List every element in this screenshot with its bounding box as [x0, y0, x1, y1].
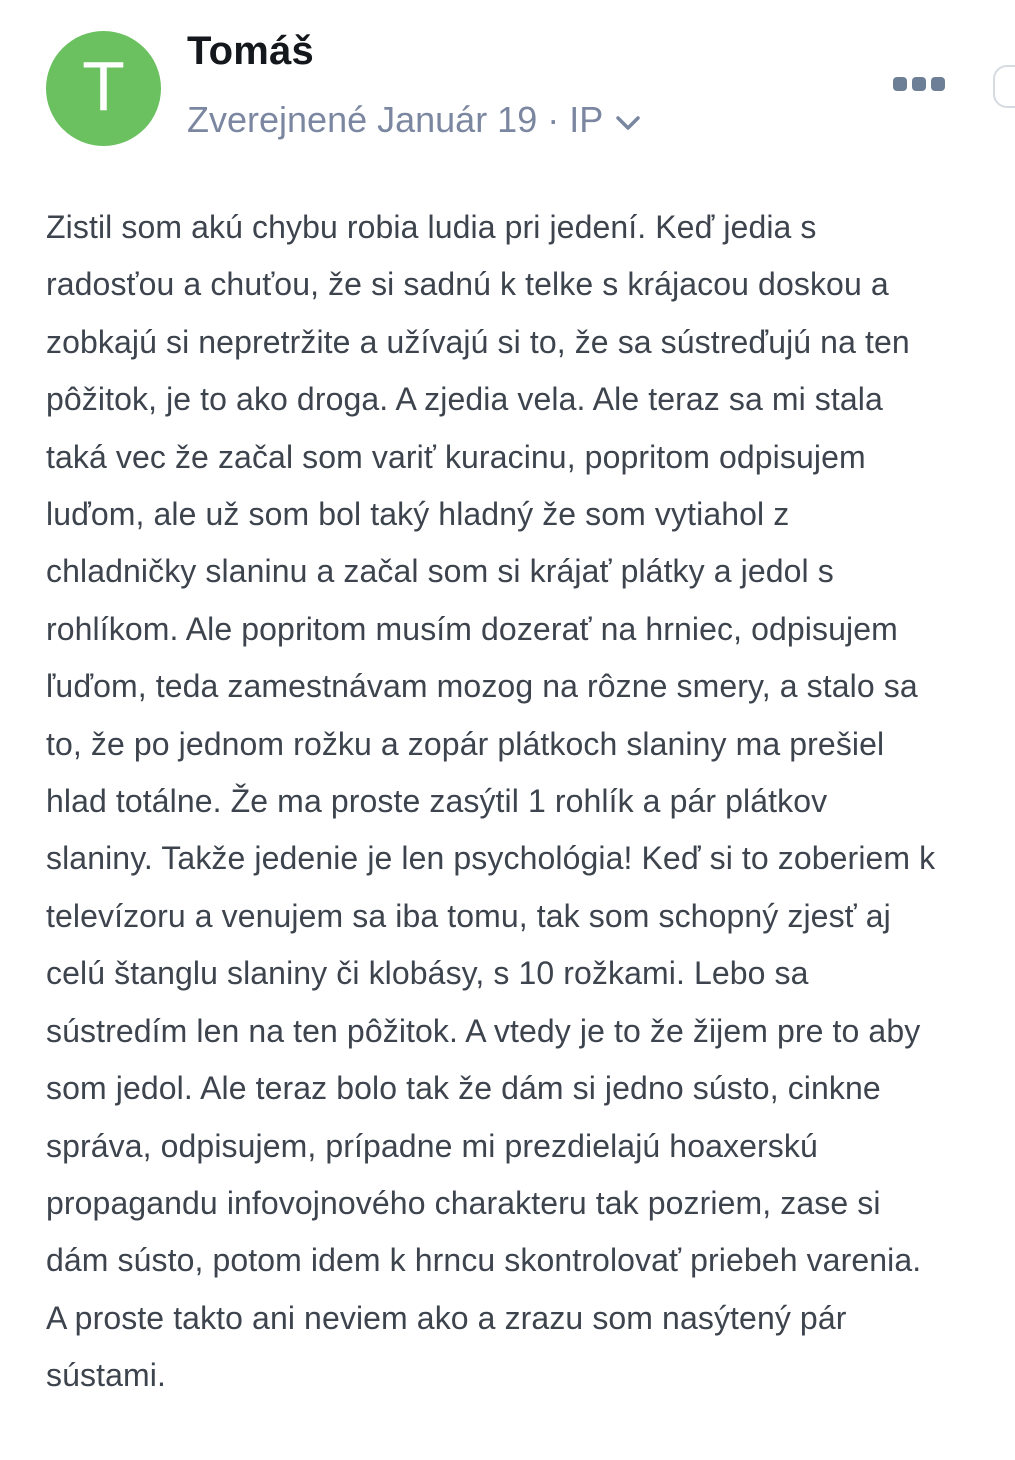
- post-line: sústami.: [46, 1357, 166, 1394]
- post-body: [46, 199, 935, 1405]
- post-line: A proste takto ani neviem ako a zrazu som nasýtený pár: [46, 1299, 847, 1336]
- more-options-icon[interactable]: [893, 77, 945, 91]
- post-line: to, že po jednom rožku a zopár plátkoch slaniny ma prešiel: [46, 725, 885, 762]
- dot: [912, 77, 926, 91]
- header-action-button[interactable]: [993, 65, 1015, 108]
- avatar[interactable]: [46, 31, 161, 146]
- post-line: celú štanglu slaniny či klobásy, s 10 rožkami. Lebo sa: [46, 955, 809, 992]
- post-line: hlad totálne. Že ma proste zasýtil 1 rohlík a pár plátkov: [46, 783, 828, 820]
- post-line: chladničky slaninu a začal som si krájať plátky a jedol s: [46, 553, 834, 590]
- post-line: správa, odpisujem, prípadne mi prezdielajú hoaxerskú: [46, 1127, 818, 1164]
- post-line: slaniny. Takže jedenie je len psychológia! Keď si to zoberiem k: [46, 840, 936, 877]
- post-meta-text: Zverejnené Január 19 · IP: [187, 99, 604, 140]
- post-line: som jedol. Ale teraz bolo tak že dám si jedno sústo, cinkne: [46, 1070, 881, 1107]
- post-line: dám sústo, potom idem k hrncu skontrolovať priebeh varenia.: [46, 1242, 922, 1279]
- post-line: ľuďom, teda zamestnávam mozog na rôzne smery, a stalo sa: [46, 668, 918, 705]
- avatar-initial: T: [82, 46, 125, 125]
- post-line: taká vec že začal som variť kuracinu, popritom odpisujem: [46, 438, 866, 475]
- post-line: pôžitok, je to ako droga. A zjedia vela. Ale teraz sa mi stala: [46, 381, 883, 418]
- post-line: luďom, ale už som bol taký hladný že som vytiahol z: [46, 496, 790, 533]
- post-line: radosťou a chuťou, že si sadnú k telke s krájacou doskou a: [46, 266, 889, 303]
- post-meta[interactable]: [187, 99, 641, 140]
- dot: [931, 77, 945, 91]
- post-line: televízoru a venujem sa iba tomu, tak som schopný zjesť aj: [46, 897, 891, 934]
- dot: [893, 77, 907, 91]
- author-name[interactable]: Tomáš: [187, 29, 314, 73]
- post-line: rohlíkom. Ale popritom musím dozerať na hrniec, odpisujem: [46, 610, 898, 647]
- post-line: zobkajú si nepretržite a užívajú si to, že sa sústreďujú na ten: [46, 323, 910, 360]
- post-line: Zistil som akú chybu robia ludia pri jedení. Keď jedia s: [46, 209, 817, 245]
- post-line: sústredím len na ten pôžitok. A vtedy je to že žijem pre to aby: [46, 1012, 921, 1049]
- chevron-down-icon: [615, 115, 641, 131]
- post-line: propagandu infovojnového charakteru tak pozriem, zase si: [46, 1184, 881, 1221]
